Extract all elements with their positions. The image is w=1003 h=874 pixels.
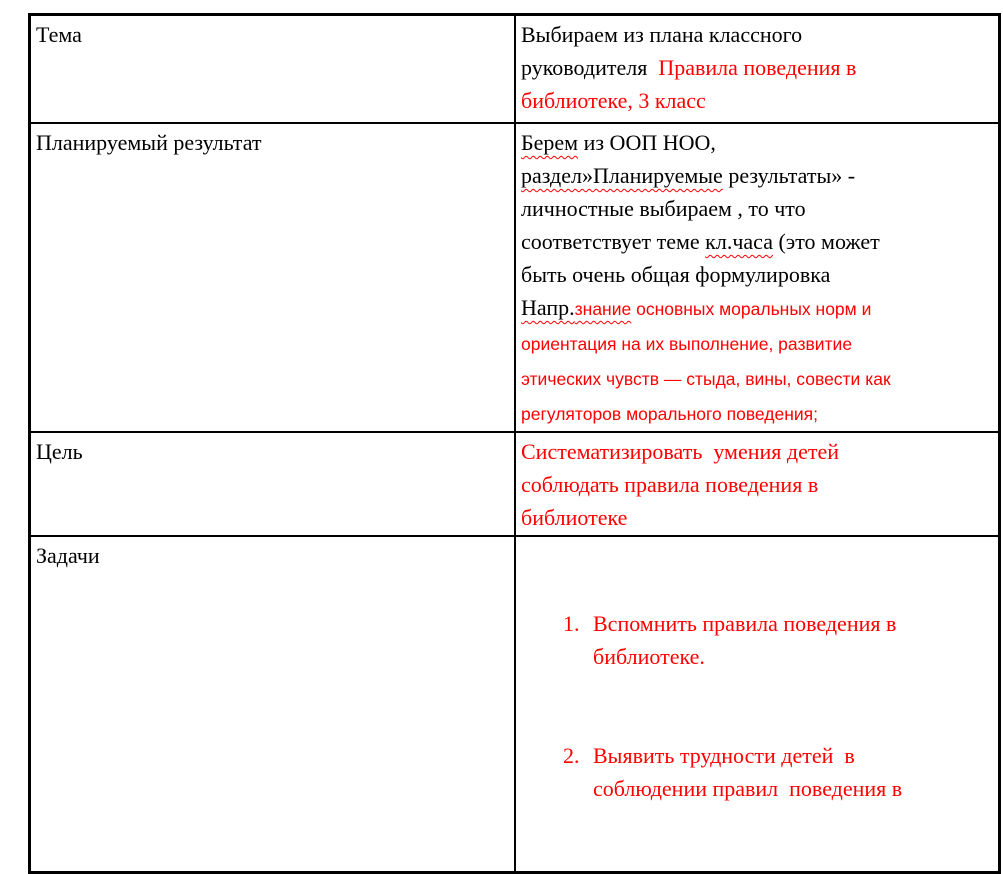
list-item-line: Вспомнить правила поведения в [593, 611, 897, 636]
misspelled-word: Берем [521, 130, 579, 155]
list-item [585, 607, 994, 673]
text-segment: руководителя [521, 55, 659, 80]
misspelled-word: кл.часа [705, 229, 773, 254]
lesson-plan-table [28, 13, 1001, 874]
label-text: Тема [36, 22, 82, 47]
table-row-goal [30, 432, 1000, 536]
text-segment: быть очень общая формулировка [521, 262, 831, 287]
text-segment-red: соблюдать правила поведения в [521, 472, 819, 497]
red-note-segment: регуляторов морального поведения; [521, 404, 819, 424]
result-value-cell [515, 123, 1000, 432]
list-item-line: Выявить трудности детей в [593, 743, 855, 768]
red-note-segment: основных моральных норм и [631, 299, 872, 319]
misspelled-word: Напр. [521, 295, 575, 320]
text-segment: из ООП НОО, [578, 130, 716, 155]
table-row-tasks [30, 536, 1000, 873]
tasks-value-cell [515, 536, 1000, 873]
list-item-line: соблюдении правил поведения в [593, 776, 903, 801]
tasks-numbered-list [521, 541, 994, 871]
list-item [585, 739, 994, 805]
tasks-label-cell [30, 536, 516, 873]
text-segment-red: библиотеке [521, 505, 628, 530]
tema-value-cell [515, 15, 1000, 124]
table-row-planned-result [30, 123, 1000, 432]
text-segment: результаты» - [722, 163, 856, 188]
goal-value [521, 435, 994, 534]
result-value [521, 126, 994, 431]
text-segment: Выбираем из плана классного [521, 22, 803, 47]
text-segment: соответствует теме [521, 229, 706, 254]
result-label-cell [30, 123, 516, 432]
text-segment-red: библиотеке, 3 класс [521, 88, 706, 113]
tema-label-cell [30, 15, 516, 124]
tema-value [521, 18, 994, 117]
red-note-segment: ориентация на их выполнение, развитие [521, 334, 853, 354]
goal-label [36, 435, 510, 468]
label-text: Задачи [36, 543, 100, 568]
result-label [36, 126, 510, 159]
label-text: Цель [36, 439, 83, 464]
text-segment: (это может [772, 229, 880, 254]
list-item-line: библиотеке. [593, 644, 705, 669]
goal-label-cell [30, 432, 516, 536]
tema-label [36, 18, 510, 51]
goal-value-cell [515, 432, 1000, 536]
text-segment-red: Правила поведения в [658, 55, 857, 80]
misspelled-word: раздел»Планируемые [521, 163, 723, 188]
text-segment: личностные выбираем , то что [521, 196, 806, 221]
text-segment-red: Систематизировать умения детей [521, 439, 840, 464]
table-row-tema [30, 15, 1000, 124]
red-note-misspelled-word: знание [574, 299, 632, 319]
label-text: Планируемый результат [36, 130, 262, 155]
tasks-label [36, 539, 510, 572]
red-note-segment: этических чувств — стыда, вины, совести как [521, 369, 891, 389]
